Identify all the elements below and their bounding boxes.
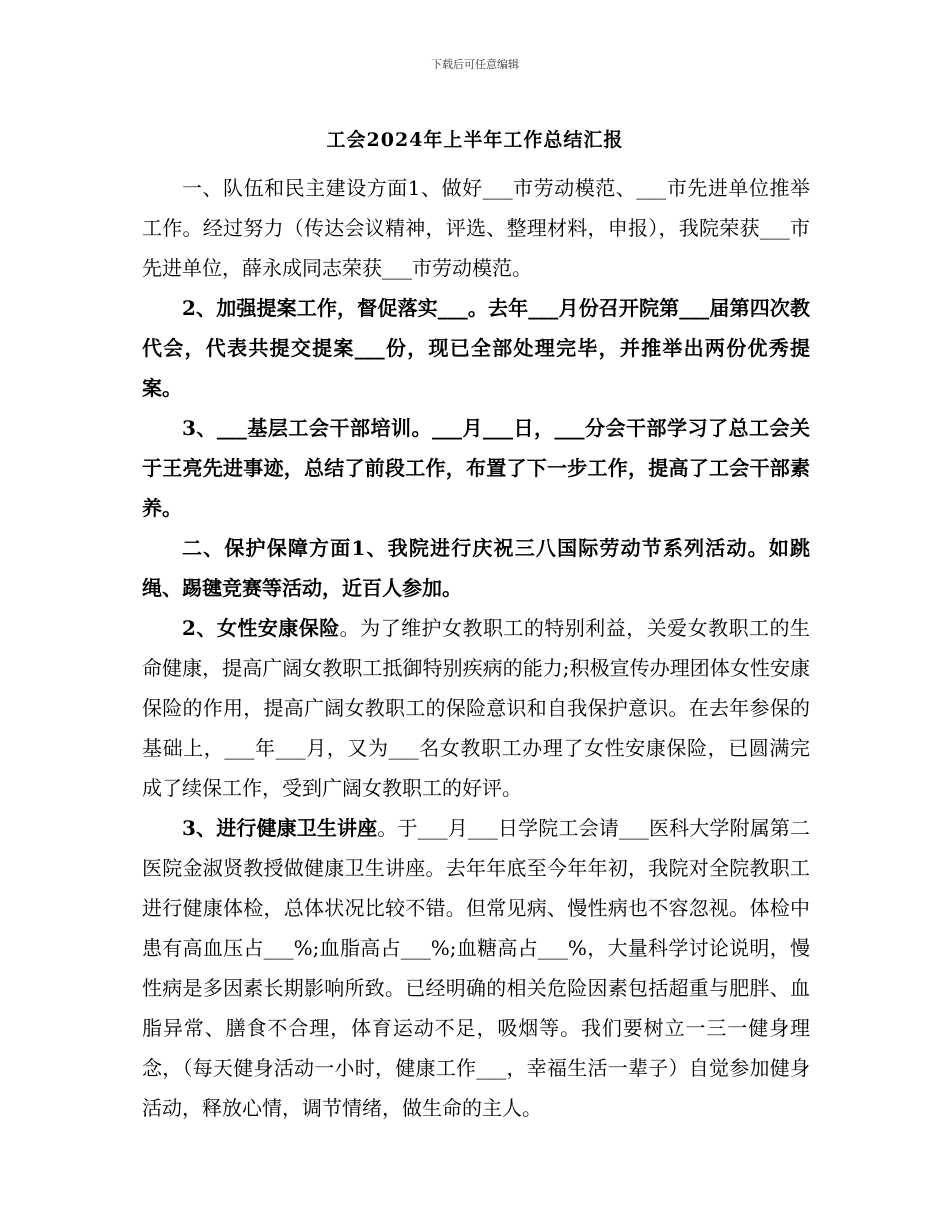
header-note: 下载后可任意编辑 xyxy=(431,58,519,71)
document-title: 工会2024年上半年工作总结汇报 xyxy=(326,129,624,151)
paragraph-insurance xyxy=(142,608,810,808)
insurance-heading: 2、女性安康保险 xyxy=(182,616,340,640)
paragraph-health-lecture xyxy=(142,808,810,1128)
document-body xyxy=(142,168,810,1128)
paragraph-protection: 二、保护保障方面1、我院进行庆祝三八国际劳动节系列活动。如跳绳、踢毽竞赛等活动，近百人参加。 xyxy=(142,536,810,600)
paragraph-cadre-training: 3、___基层工会干部培训。___月___日，___分会干部学习了总工会关于王亮先进事迹，总结了前段工作，布置了下一步工作，提高了工会干部素养。 xyxy=(142,416,810,520)
insurance-body: 。为了维护女教职工的特别利益，关爱女教职工的生命健康，提高广阔女教职工抵御特别疾病的能力;积极宣传办理团体女性安康保险的作用，提高广阔女教职工的保险意识和自我保护意识。在去年参保的基础上，___年___月，又为___名女教职工办理了女性安康保险，已圆满完成了续保工作，受到广阔女教职工的好评。 xyxy=(142,616,810,800)
paragraph-proposals: 2、加强提案工作，督促落实___。去年___月份召开院第___届第四次教代会，代表共提交提案___份，现已全部处理完毕，并推举出两份优秀提案。 xyxy=(142,296,810,400)
health-lecture-heading: 3、进行健康卫生讲座 xyxy=(182,816,378,840)
paragraph-team-building: 一、队伍和民主建设方面1、做好___市劳动模范、___市先进单位推举工作。经过努力（传达会议精神，评选、整理材料，申报），我院荣获___市先进单位，薛永成同志荣获___市劳动模范。 xyxy=(142,176,810,280)
health-lecture-body: 。于___月___日学院工会请___医科大学附属第二医院金淑贤教授做健康卫生讲座。去年年底至今年年初，我院对全院教职工进行健康体检，总体状况比较不错。但常见病、慢性病也不容忽视。体检中患有高血压占___%;血脂高占___%;血糖高占___%，大量科学讨论说明，慢性病是多因素长期影响所致。已经明确的相关危险因素包括超重与肥胖、血脂异常、膳食不合理，体育运动不足，吸烟等。我们要树立一三一健身理念，（每天健身活动一小时，健康工作___，幸福生活一辈子）自觉参加健身活动，释放心情，调节情绪，做生命的主人。 xyxy=(142,816,810,1120)
